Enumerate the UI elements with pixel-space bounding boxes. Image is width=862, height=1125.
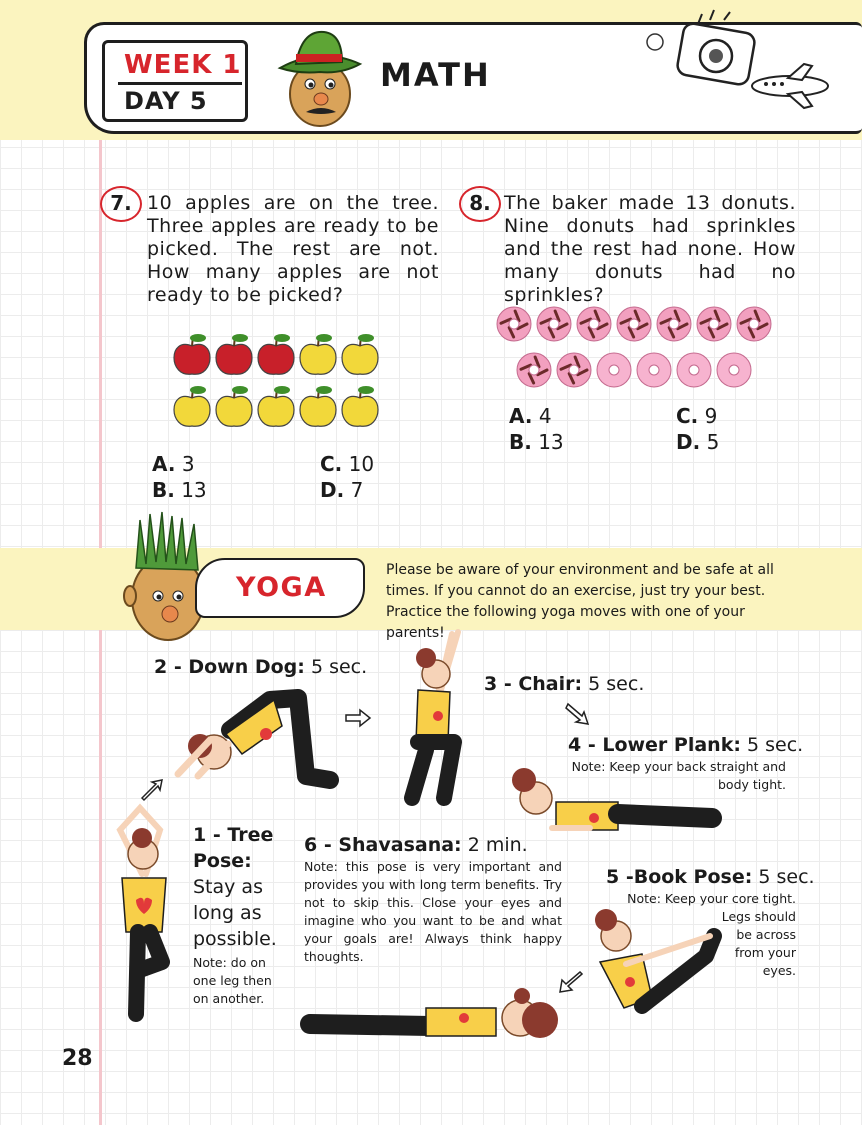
sprinkled-donut-icon	[557, 353, 591, 387]
down-dog-figure-icon	[170, 690, 340, 790]
yellow-apple-icon	[258, 386, 294, 426]
tree-pose-figure-icon	[100, 800, 190, 1026]
question-8-choice-c[interactable]: C. 9	[676, 404, 718, 428]
shavasana-figure-icon	[300, 976, 560, 1048]
pose-book-note: Note: Keep your core tight. Legs should be across from your eyes.	[627, 891, 796, 978]
pose-shavasana-note: Note: this pose is very important and provides you with long term benefits. Try not to skip this. Close your eyes and imagine who you want to be and what your goals are! Always think happy thoughts.	[304, 859, 562, 964]
question-7-choice-d[interactable]: D. 7	[320, 478, 364, 502]
arrow-icon	[558, 970, 584, 994]
yellow-apple-icon	[174, 386, 210, 426]
red-apple-icon	[258, 334, 294, 374]
question-7-choice-c[interactable]: C. 10	[320, 452, 375, 476]
question-7-choice-a[interactable]: A. 3	[152, 452, 195, 476]
pose-tree-title: 1 - Tree Pose: Stay as long as possible.	[193, 824, 277, 950]
page-number: 28	[62, 1046, 93, 1071]
red-apple-icon	[174, 334, 210, 374]
airplane-icon	[748, 62, 832, 110]
potato-hat-mascot-icon	[272, 24, 368, 130]
book-pose-figure-icon	[586, 896, 722, 1026]
yoga-intro-text: Please be aware of your environment and be safe at all times. If you cannot do an exercise, just try your best. Practice the following yoga moves with one of your parents!	[386, 562, 774, 641]
sprinkled-donut-icon	[517, 353, 551, 387]
week-underline	[118, 82, 242, 85]
yoga-title: YOGA	[236, 572, 327, 603]
red-apple-icon	[216, 334, 252, 374]
question-8-text: The baker made 13 donuts. Nine donuts had sprinkles and the rest had none. How many donuts had no sprinkles?	[504, 192, 796, 306]
pose-book-title: 5 -Book Pose: 5 sec.	[606, 866, 815, 888]
day-label: DAY 5	[124, 87, 208, 115]
question-7-text: 10 apples are on the tree. Three apples are ready to be picked. The rest are not. How many apples are not ready to be picked?	[147, 192, 439, 306]
sprinkled-donut-icon	[657, 307, 691, 341]
sprinkled-donut-icon	[617, 307, 651, 341]
lower-plank-figure-icon	[506, 762, 726, 842]
yellow-apple-icon	[300, 334, 336, 374]
pose-chair-title: 3 - Chair: 5 sec.	[484, 673, 645, 695]
plain-donut-icon	[597, 353, 631, 387]
apples-illustration	[170, 328, 385, 432]
arrow-icon	[344, 708, 372, 728]
question-8-choice-a[interactable]: A. 4	[509, 404, 552, 428]
pose-lower-plank-title: 4 - Lower Plank: 5 sec.	[568, 734, 804, 756]
donuts-illustration	[496, 306, 776, 392]
yellow-apple-icon	[300, 386, 336, 426]
yellow-apple-icon	[216, 386, 252, 426]
question-8-choice-d[interactable]: D. 5	[676, 430, 720, 454]
sprinkled-donut-icon	[537, 307, 571, 341]
question-7-choice-b[interactable]: B. 13	[152, 478, 207, 502]
plain-donut-icon	[677, 353, 711, 387]
pose-shavasana-title: 6 - Shavasana: 2 min.	[304, 834, 528, 856]
arrow-icon	[140, 778, 166, 802]
sprinkled-donut-icon	[497, 307, 531, 341]
page-title: MATH	[380, 56, 491, 94]
question-8-number: 8.	[459, 186, 501, 222]
sprinkled-donut-icon	[697, 307, 731, 341]
arrow-icon	[564, 702, 590, 726]
pose-lower-plank-note: Note: Keep your back straight and body tight.	[571, 759, 786, 792]
pose-tree-note: Note: do on one leg then on another.	[193, 955, 272, 1006]
pose-down-dog-title: 2 - Down Dog: 5 sec.	[154, 656, 368, 678]
plain-donut-icon	[717, 353, 751, 387]
chair-figure-icon	[398, 630, 478, 810]
question-7-number: 7.	[100, 186, 142, 222]
sprinkled-donut-icon	[577, 307, 611, 341]
plain-donut-icon	[637, 353, 671, 387]
sprinkled-donut-icon	[737, 307, 771, 341]
week-label: WEEK 1	[124, 50, 242, 80]
yellow-apple-icon	[342, 334, 378, 374]
question-8-choice-b[interactable]: B. 13	[509, 430, 564, 454]
yellow-apple-icon	[342, 386, 378, 426]
